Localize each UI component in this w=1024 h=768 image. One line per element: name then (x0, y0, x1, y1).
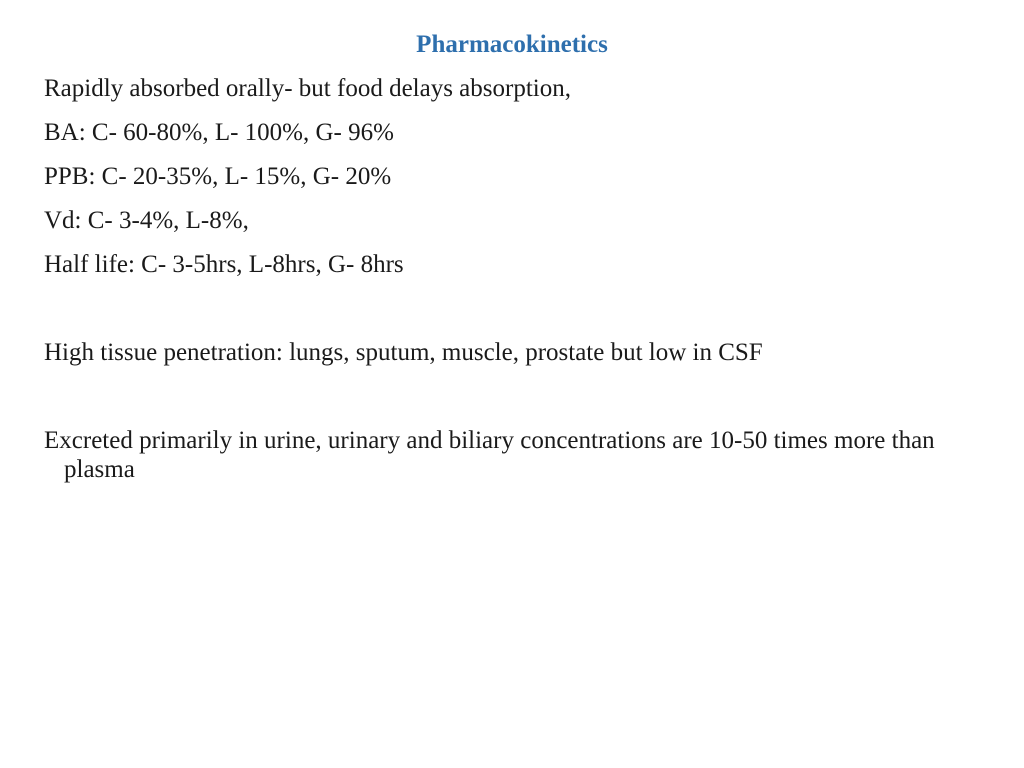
text-line-absorption: Rapidly absorbed orally- but food delays absorption, (44, 75, 571, 102)
text-line-volume-distribution: Vd: C- 3-4%, L-8%, (44, 207, 249, 234)
spacer (44, 294, 984, 338)
spacer (44, 382, 984, 426)
text-line-protein-binding: PPB: C- 20-35%, L- 15%, G- 20% (44, 163, 392, 190)
slide-content (44, 74, 984, 484)
slide-title: Pharmacokinetics (416, 31, 608, 58)
text-line-excretion: Excreted primarily in urine, urinary and biliary concentrations are 10-50 times more than plasma (44, 427, 935, 483)
text-line-tissue-penetration: High tissue penetration: lungs, sputum, muscle, prostate but low in CSF (44, 339, 763, 366)
text-line-half-life: Half life: C- 3-5hrs, L-8hrs, G- 8hrs (44, 251, 404, 278)
text-line-bioavailability: BA: C- 60-80%, L- 100%, G- 96% (44, 119, 394, 146)
